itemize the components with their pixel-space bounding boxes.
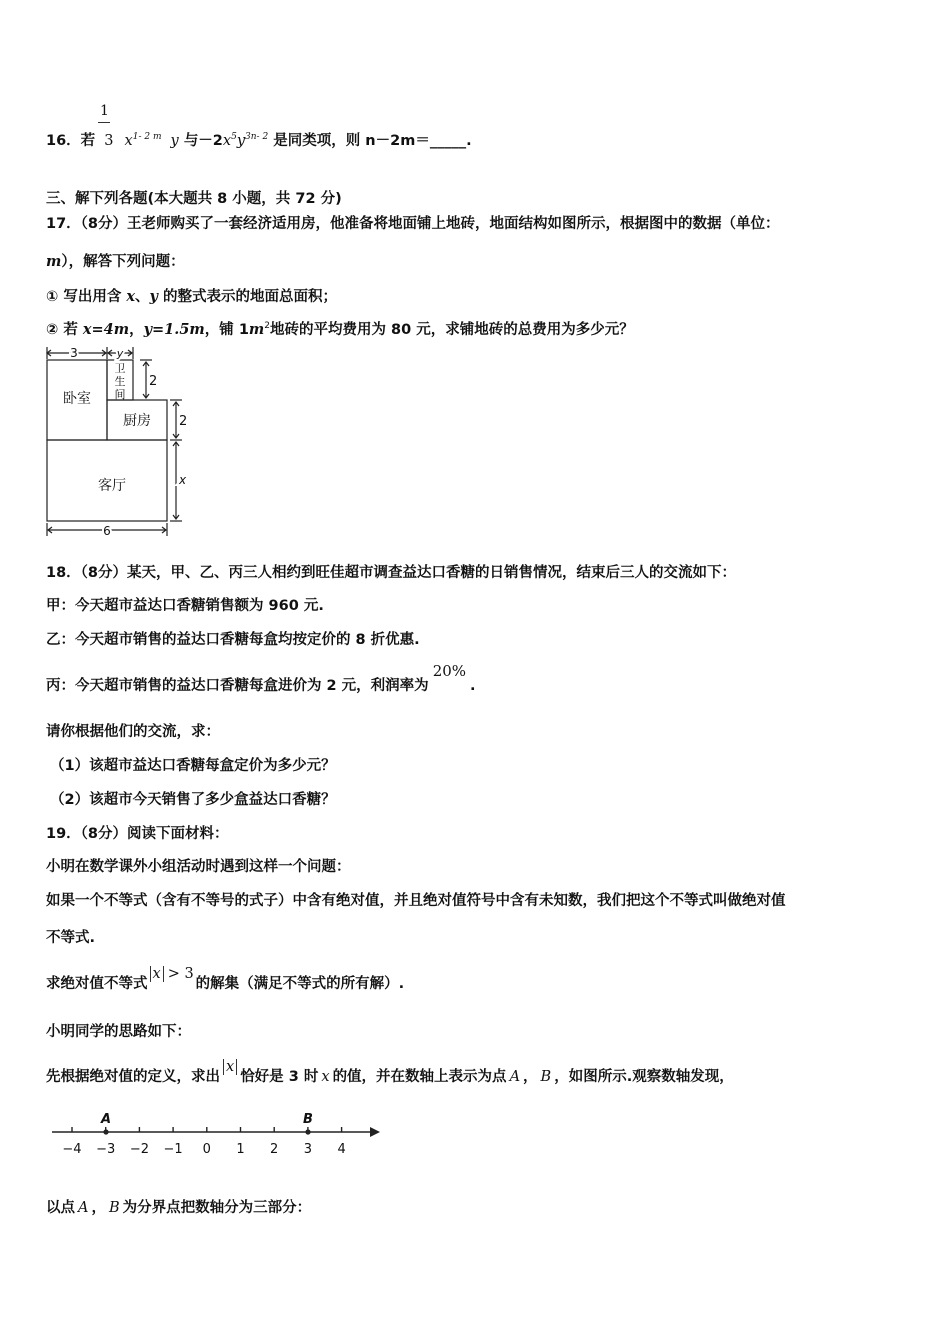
part2-y: y=1.5m <box>143 321 205 338</box>
step-abs-x: x <box>223 1059 237 1075</box>
label-bottom-6: 6 <box>103 524 111 538</box>
tick-label: −4 <box>62 1142 82 1157</box>
label-right-2b: 2 <box>179 414 188 429</box>
q17-line2 <box>46 250 185 271</box>
q19-line1: 19．（8分）阅读下面材料： <box>46 826 229 842</box>
q18-line1: 18．（8分）某天，甲、乙、丙三人相约到旺佳超市调查益达口香糖的日销售情况，结束后三人的交流如下： <box>46 565 737 581</box>
room-bedroom: 卧室 <box>63 391 91 407</box>
part2-d: 地砖的平均费用为 80 元，求铺地砖的总费用为多少元？ <box>269 322 634 338</box>
point-A-dot <box>103 1129 108 1134</box>
part1-sep: 、 <box>135 289 150 305</box>
part2-b: ， <box>129 322 144 338</box>
step-pre: 先根据绝对值的定义，求出 <box>46 1069 220 1085</box>
fraction-bar <box>98 122 110 123</box>
var-x: x <box>124 133 133 149</box>
divide-post: 为分界点把数轴分为三部分： <box>122 1200 312 1216</box>
divide-A: A <box>78 1200 89 1216</box>
tick-label: 0 <box>202 1142 211 1157</box>
unit-m: m <box>46 253 62 270</box>
point-B-label: B <box>303 1112 313 1127</box>
part2-a: ② 若 <box>46 322 83 338</box>
q16-number: 16．若 <box>46 133 96 149</box>
room-living: 客厅 <box>98 478 126 494</box>
q19-step <box>46 1059 734 1086</box>
q16-line <box>46 129 472 150</box>
step-comma: ， <box>523 1069 538 1085</box>
number-line <box>44 1106 389 1162</box>
label-right-2a: 2 <box>149 374 158 389</box>
q16-tail: 是同类项，则 n－2m＝_____. <box>273 133 472 149</box>
room-kitchen: 厨房 <box>123 413 151 429</box>
exponent-2: 5 <box>231 132 237 143</box>
var-x2: x <box>222 133 232 149</box>
q18-bing-text: 丙：今天超市销售的益达口香糖每盒进价为 2 元，利润率为 <box>46 678 429 694</box>
step-abs-expr <box>223 1059 237 1075</box>
tick-label: −1 <box>163 1142 183 1157</box>
q18-bing-end: . <box>470 678 476 694</box>
q19-solve <box>46 966 405 993</box>
fraction-denominator: 3 <box>104 133 114 149</box>
step-B: B <box>540 1069 552 1085</box>
label-top-3: 3 <box>70 346 78 360</box>
var-y: y <box>170 133 179 149</box>
q19-def2: 不等式. <box>46 930 96 946</box>
floor-plan-figure <box>40 344 200 540</box>
room-bathroom-3: 间 <box>114 388 126 401</box>
room-bathroom-2: 生 <box>114 375 126 388</box>
q17-part1 <box>46 285 337 306</box>
q17-part2 <box>46 318 634 339</box>
fraction-numerator: 1 <box>100 103 109 119</box>
step-x2: x <box>321 1069 330 1085</box>
step-post: ，如图所示.观察数轴发现， <box>554 1069 734 1085</box>
q18-sub1: （1）该超市益达口香糖每盒定价为多少元？ <box>50 758 336 774</box>
divide-pre: 以点 <box>46 1200 75 1216</box>
part1-x: x <box>126 288 136 305</box>
solve-ineq: > 3 <box>167 966 194 982</box>
part1-y: y <box>149 288 158 305</box>
part1-post: 的整式表示的地面总面积； <box>157 289 338 305</box>
part2-sup: 2 <box>264 321 270 332</box>
part1-pre: ① 写出用含 <box>46 289 127 305</box>
label-top-y: y <box>116 347 124 360</box>
solve-abs-x: x <box>150 966 164 982</box>
room-bathroom-1: 卫 <box>114 362 126 375</box>
part2-x: x=4m <box>82 321 130 338</box>
part2-c: ，铺 1 <box>204 322 249 338</box>
q16-mid: 与－2 <box>183 133 223 149</box>
exponent-1: 1- 2 m <box>132 132 162 143</box>
q19-idea: 小明同学的思路如下： <box>46 1024 191 1040</box>
q17-line2-rest: ），解答下列问题： <box>61 254 185 270</box>
divide-B: B <box>108 1200 120 1216</box>
q18-sub2: （2）该超市今天销售了多少盒益达口香糖？ <box>50 792 336 808</box>
q19-divide <box>46 1196 311 1217</box>
exponent-3: 3n- 2 <box>245 132 269 143</box>
step-A: A <box>509 1069 521 1085</box>
q18-percent: 20% <box>432 662 467 680</box>
part2-m: m <box>248 321 265 338</box>
q19-intro: 小明在数学课外小组活动时遇到这样一个问题： <box>46 859 351 875</box>
tick-label: 2 <box>270 1142 279 1157</box>
solve-pre: 求绝对值不等式 <box>46 976 148 992</box>
step-mid2: 的值，并在数轴上表示为点 <box>332 1069 507 1085</box>
q18-yi: 乙：今天超市销售的益达口香糖每盒均按定价的 8 折优惠. <box>46 632 420 648</box>
q18-ask: 请你根据他们的交流，求： <box>46 724 220 740</box>
var-y2: y <box>236 133 246 149</box>
tick-label: −3 <box>96 1142 116 1157</box>
point-A-label: A <box>100 1112 112 1127</box>
tick-label: 4 <box>337 1142 346 1157</box>
step-mid: 恰好是 3 时 <box>240 1069 319 1085</box>
q18-bing <box>46 662 476 695</box>
q19-def1: 如果一个不等式（含有不等号的式子）中含有绝对值，并且绝对值符号中含有未知数，我们把这个不等式叫做绝对值 <box>46 893 786 909</box>
tick-label: 3 <box>303 1142 313 1157</box>
q17-line1: 17．（8分）王老师购买了一套经济适用房，他准备将地面铺上地砖，地面结构如图所示，根据图中的数据（单位： <box>46 216 780 232</box>
solve-post: 的解集（满足不等式的所有解）. <box>195 976 405 992</box>
solve-abs-expr <box>150 966 194 982</box>
tick-label: −2 <box>129 1142 149 1157</box>
label-right-x: x <box>179 473 187 487</box>
section-3-title: 三、解下列各题(本大题共 8 小题，共 72 分) <box>46 191 342 207</box>
point-B-dot <box>305 1129 310 1134</box>
divide-comma: ， <box>91 1200 106 1216</box>
q18-jia: 甲：今天超市益达口香糖销售额为 960 元. <box>46 598 324 614</box>
tick-label: 1 <box>236 1142 245 1157</box>
